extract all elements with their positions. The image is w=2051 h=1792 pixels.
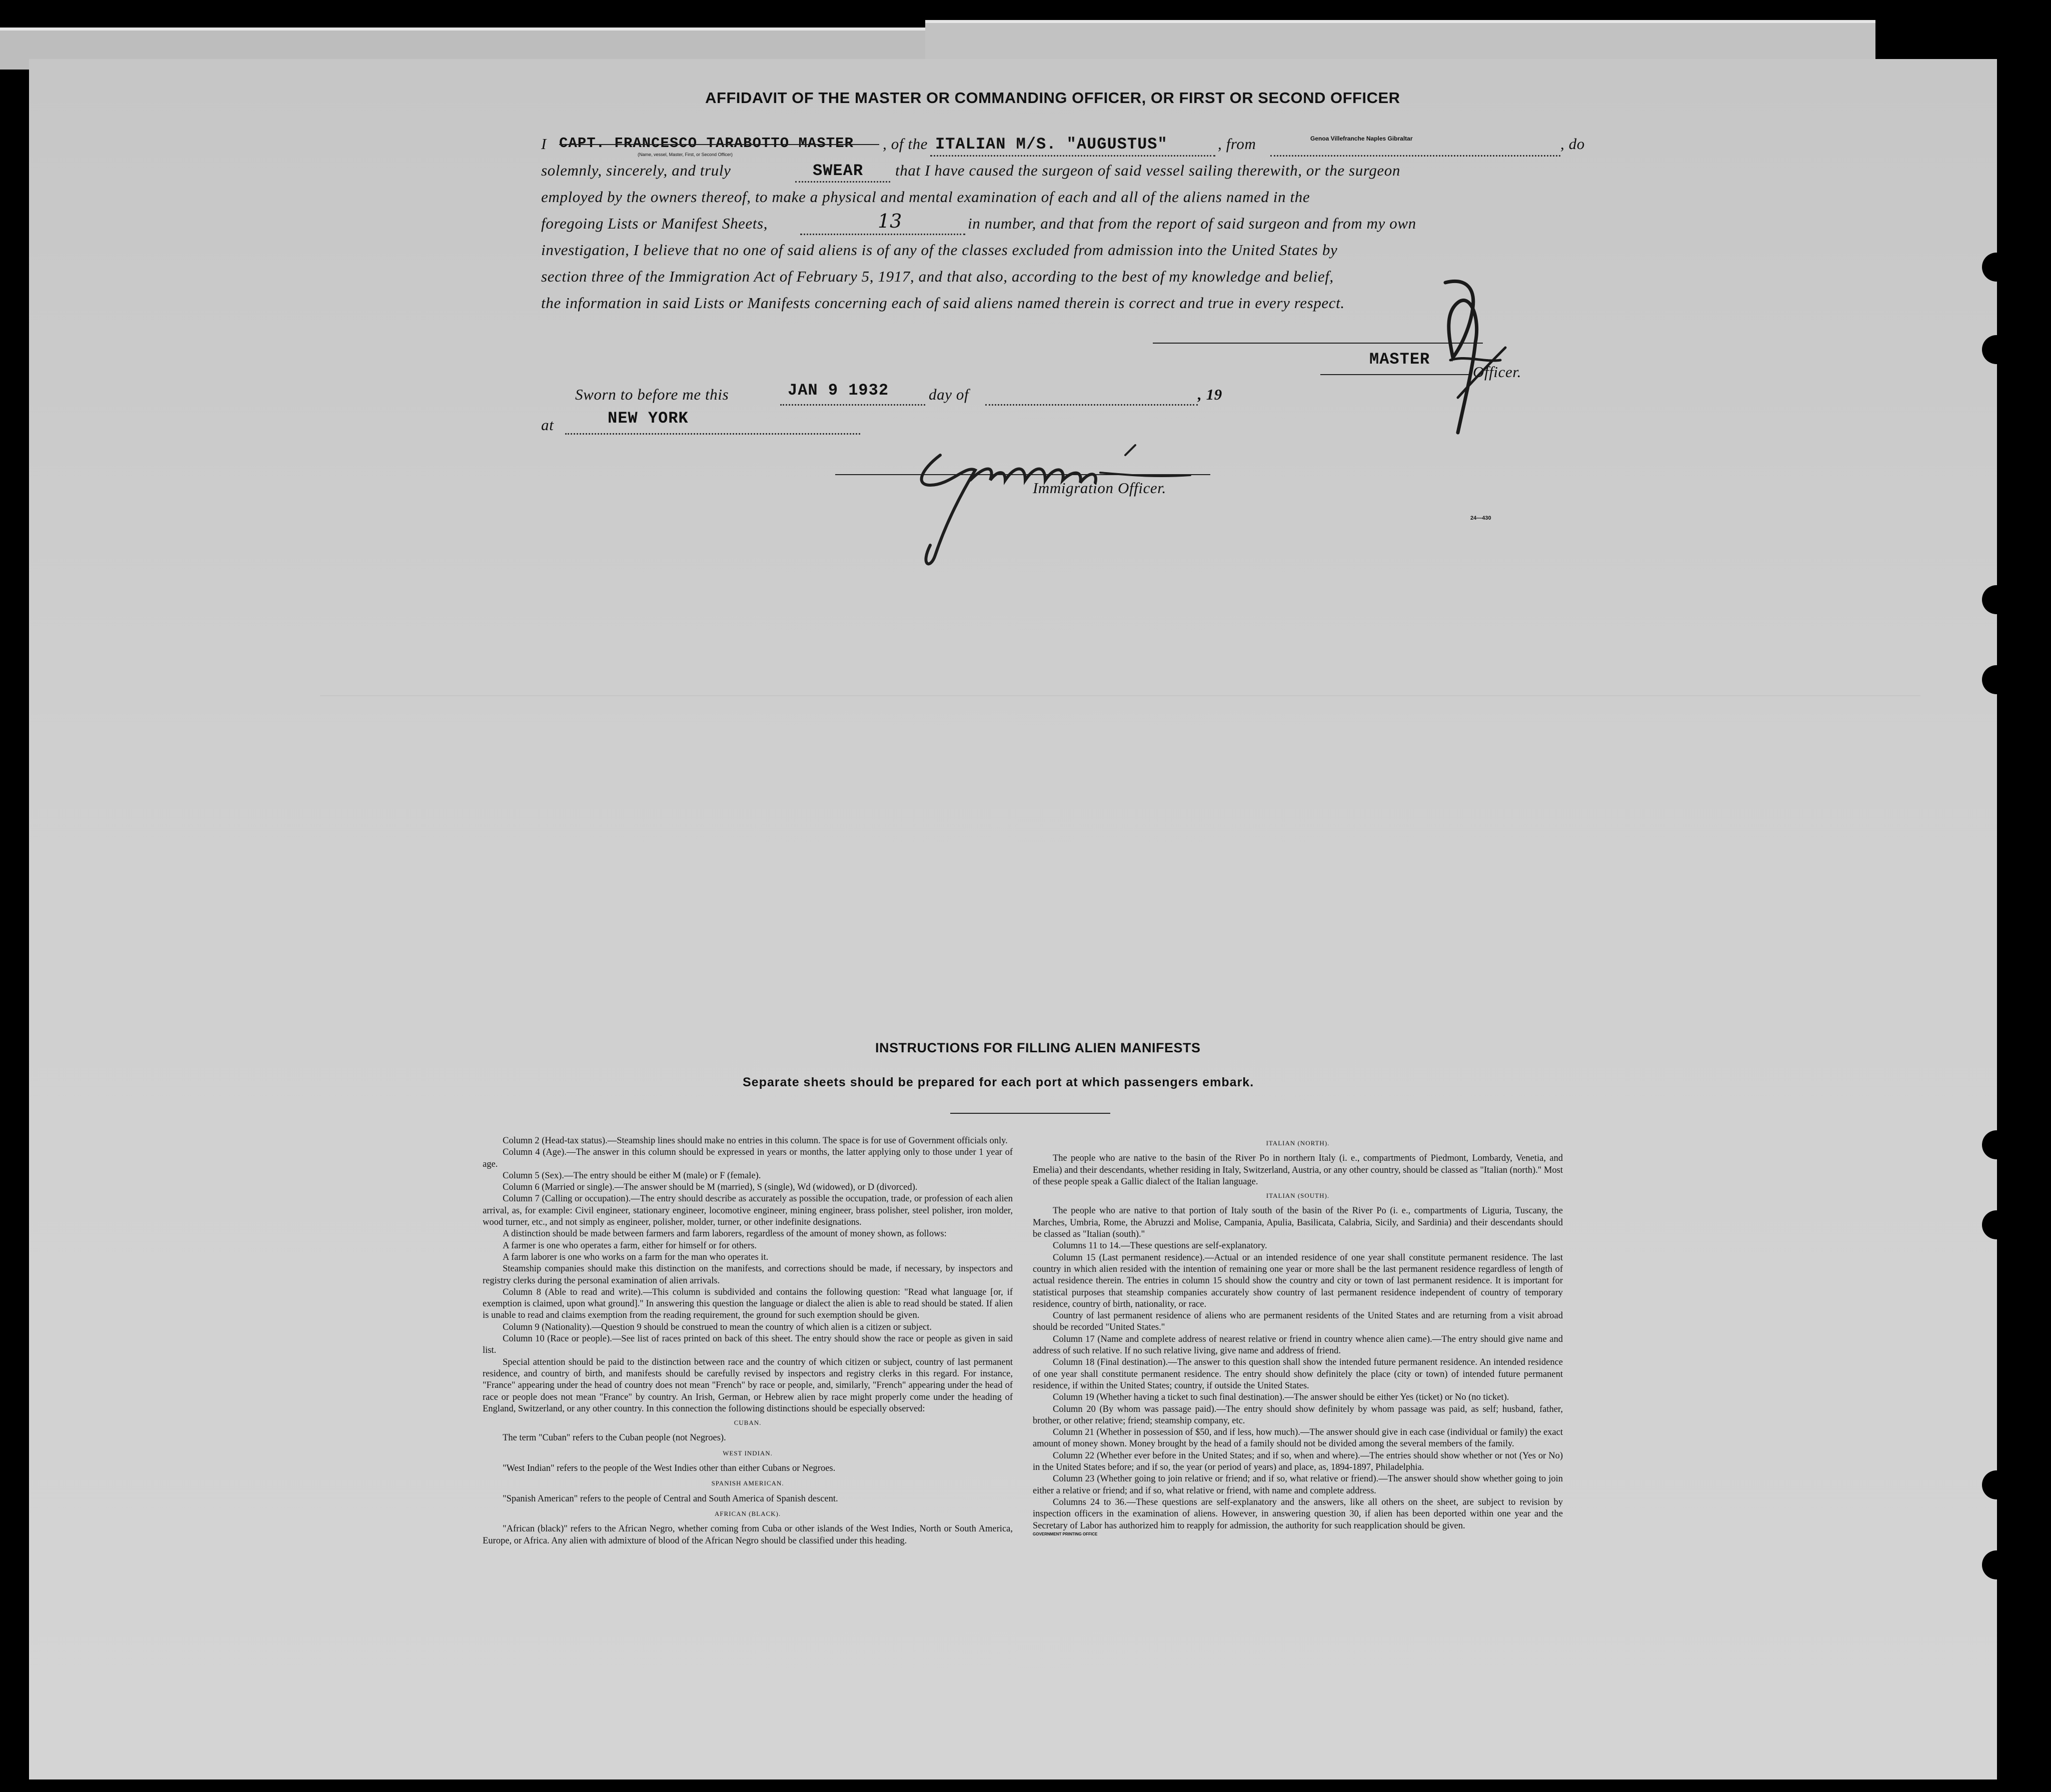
- italian-north-text: The people who are native to the basin of the River Po in northern Italy (i. e., compartments of Piedmont, Lombardy, Venetia, and Emelia) and their descendants, whether residing in Italy, Switzerland, Austria, or any other country, should be classed as "Italian (north)." Most of these people speak a Gallic dialect of the Italian language.: [1033, 1153, 1563, 1187]
- instruction-paragraph: Column 17 (Name and complete address of nearest relative or friend in country whence alien came).—The entry should give name and address of such relative. If no such relative living, give name and address of friend.: [1033, 1334, 1563, 1356]
- oath-line: [795, 181, 890, 183]
- instruction-paragraph: Column 9 (Nationality).—Question 9 should be construed to mean the country of which alien is a citizen or subject.: [503, 1322, 932, 1332]
- form-number: 24—430: [1470, 515, 1491, 521]
- affidavit-line2a: solemnly, sincerely, and truly: [541, 162, 731, 179]
- vessel-name: ITALIAN M/S. "AUGUSTUS": [935, 135, 1168, 154]
- punch-hole: [1982, 253, 2011, 282]
- punch-hole: [1982, 1130, 2011, 1159]
- instruction-paragraph: Column 15 (Last permanent residence).—Actual or an intended residence of one year shall constitute permanent residence. The last country in which alien resided with the intention of remaining one year or more shall be the last permanent residence regardless of length of actual residence therein. The entries in column 15 should show the country and city or town of last permanent residence. It is important for statistical purposes that steamship companies accurately show country of last permanent residence independent of country of temporary residence, country of birth, nationality, or race.: [1033, 1252, 1563, 1309]
- instruction-paragraph: Column 20 (By whom was passage paid).—The entry should show definitely by whom passage was paid, as self; husband, father, brother, or other relative; friend; steamship company, etc.: [1033, 1404, 1563, 1426]
- at-label: at: [541, 416, 554, 434]
- spanish-american-text: "Spanish American" refers to the people of Central and South America of Spanish descent.: [503, 1493, 838, 1504]
- instruction-paragraph: Column 6 (Married or single).—The answer should be M (married), S (single), Wd (widowed), or D (divorced).: [503, 1182, 918, 1193]
- of-the-label: , of the: [883, 135, 928, 153]
- instruction-paragraph: Column 19 (Whether having a ticket to such final destination).—The answer should be either Yes (ticket) or No (no ticket).: [1053, 1392, 1509, 1403]
- italian-south-text: The people who are native to that portion of Italy south of the basin of the River Po (i. e., compartments of Liguria, Tuscany, the Marches, Umbria, Rome, the Abruzzi and Molise, Campania, Apulia, Basilicata, Calabria, Sicily, and Sardinia) and their descendants should be classed as "Italian (south).": [1033, 1206, 1563, 1240]
- affidavit-line3: employed by the owners thereof, to make a physical and mental examination of each and all of the aliens named in the: [541, 188, 1310, 206]
- signer-role: MASTER: [1369, 350, 1430, 369]
- instruction-paragraph: Column 4 (Age).—The answer in this column should be expressed in years or months, the latter applying only to those under 1 year of age.: [483, 1147, 1013, 1169]
- affidavit-title: AFFIDAVIT OF THE MASTER OR COMMANDING OFFICER, OR FIRST OR SECOND OFFICER: [705, 89, 1400, 107]
- instruction-paragraph: A distinction should be made between farmers and farm laborers, regardless of the amount of money shown, as follows:: [503, 1229, 947, 1239]
- italian-south-heading: ITALIAN (SOUTH).: [1266, 1192, 1330, 1200]
- west-indian-heading: WEST INDIAN.: [723, 1449, 773, 1457]
- vessel-line: [930, 155, 1215, 157]
- cuban-text: The term "Cuban" refers to the Cuban people (not Negroes).: [503, 1433, 726, 1443]
- affidavit-line7: the information in said Lists or Manifests concerning each of said aliens named therein is correct and true in every respect.: [541, 294, 1345, 312]
- master-name: CAPT. FRANCESCO TARABOTTO MASTER: [559, 135, 854, 152]
- punch-hole: [1982, 585, 2011, 614]
- instruction-paragraph: Column 7 (Calling or occupation).—The entry should describe as accurately as possible the occupation, trade, or profession of each alien arrival, as, for example: Civil engineer, stationary engineer, locomotive engineer, mining engineer, brass polisher, steel polisher, iron molder, wood turner, etc., and not simply as engineer, polisher, molder, turner, or other indefinite designations.: [483, 1194, 1013, 1228]
- printer-imprint: GOVERNMENT PRINTING OFFICE: [1033, 1531, 1098, 1536]
- do-label: , do: [1560, 135, 1585, 153]
- sworn-date-line: [780, 404, 925, 406]
- document-page: [29, 59, 1997, 1779]
- cuban-heading: CUBAN.: [734, 1419, 762, 1427]
- instructions-right-column: [1033, 1135, 1563, 1537]
- day-of-label: day of: [929, 386, 969, 403]
- instruction-paragraph: Column 18 (Final destination).—The answer to this question shall show the intended future permanent residence. An intended residence of one year shall constitute permanent residence. The entry should show definitely the place (city or town) of intended future permanent residence, if within the United States; country, if outside the United States.: [1033, 1357, 1563, 1391]
- instruction-paragraph: Column 23 (Whether going to join relative or friend; and if so, what relative or friend).—The answer should show whether going to join either a relative or friend; and if so, what relative or friend, with name and complete address.: [1033, 1474, 1563, 1496]
- sheet-count: 13: [878, 210, 902, 232]
- immigration-officer-label: Immigration Officer.: [1033, 479, 1166, 497]
- master-signature: [1350, 273, 1525, 453]
- punch-hole: [1982, 1210, 2011, 1239]
- african-text: "African (black)" refers to the African Negro, whether coming from Cuba or other islands of the West Indies, North or South America, Europe, or Africa. Any alien with admixture of blood of the African Negro should be classified under this heading.: [483, 1524, 1013, 1546]
- affidavit-line2b: that I have caused the surgeon of said vessel sailing therewith, or the surgeon: [895, 162, 1400, 179]
- instruction-paragraph: Columns 24 to 36.—These questions are self-explanatory and the answers, like all others on the sheet, are subject to revision by inspection officers in the examination of aliens. However, in answering question 30, if alien has been deported within one year and the Secretary of Labor has authorized him to reapply for admission, the authority for such reapplication should be given.: [1033, 1497, 1563, 1531]
- instruction-paragraph: Country of last permanent residence of aliens who are permanent residents of the United States and are returning from a visit abroad should be recorded "United States.": [1033, 1311, 1563, 1333]
- oath-word: SWEAR: [813, 162, 864, 180]
- line1-prefix: I: [541, 135, 547, 153]
- punch-hole: [1982, 1550, 2011, 1579]
- affidavit-line6: section three of the Immigration Act of February 5, 1917, and that also, according to the best of my knowledge and belief,: [541, 268, 1334, 285]
- spanish-american-heading: SPANISH AMERICAN.: [711, 1479, 784, 1487]
- page-tab-right: [925, 20, 1875, 62]
- month-line: [985, 404, 1198, 406]
- affidavit-line4a: foregoing Lists or Manifest Sheets,: [541, 215, 768, 232]
- year-prefix: , 19: [1198, 386, 1222, 403]
- instruction-paragraph: Column 5 (Sex).—The entry should be either M (male) or F (female).: [503, 1170, 761, 1181]
- instructions-title: INSTRUCTIONS FOR FILLING ALIEN MANIFESTS: [875, 1040, 1201, 1055]
- ports-list: Genoa Villefranche Naples Gibraltar: [1310, 135, 1413, 142]
- affidavit-line5: investigation, I believe that no one of said aliens is of any of the classes excluded from admission into the United States by: [541, 241, 1338, 259]
- show-through-block: [320, 695, 1920, 876]
- show-through-text: [90, 470, 100, 485]
- from-label: , from: [1218, 135, 1256, 153]
- punch-hole: [1982, 335, 2011, 364]
- punch-hole: [1982, 665, 2011, 694]
- sworn-label: Sworn to before me this: [575, 386, 729, 403]
- african-heading: AFRICAN (BLACK).: [714, 1509, 781, 1517]
- sworn-place: NEW YORK: [608, 409, 689, 428]
- master-strike: [559, 144, 879, 145]
- instructions-subtitle: Separate sheets should be prepared for each port at which passengers embark.: [743, 1075, 1254, 1089]
- master-caption: (Name, vessel, Master, First, or Second Officer): [638, 152, 733, 157]
- instructions-left-column: [483, 1135, 1013, 1547]
- instruction-paragraph: Column 21 (Whether in possession of $50, and if less, how much).—The answer should give in each case (individual or family) the exact amount of money shown. Money brought by the head of a family should not be divided among the several members of the family.: [1033, 1427, 1563, 1449]
- officer-label: Officer.: [1473, 363, 1521, 381]
- punch-hole: [1982, 1470, 2011, 1499]
- italian-north-heading: ITALIAN (NORTH).: [1266, 1139, 1330, 1147]
- ports-line: [1270, 155, 1560, 157]
- sworn-date: JAN 9 1932: [788, 381, 889, 400]
- instruction-paragraph: Column 8 (Able to read and write).—This column is subdivided and contains the following question: "Read what language [or, if exemption is claimed, upon what ground]." In answering this question the language or dialect the alien is able to read should be stated. If alien is unable to read and claims exemption from the reading requirement, the ground for such exemption should be given.: [483, 1287, 1013, 1321]
- immigration-officer-signature: [890, 435, 1240, 585]
- instruction-paragraph: A farm laborer is one who works on a farm for the man who operates it.: [503, 1252, 769, 1262]
- instructions-divider: [950, 1113, 1110, 1114]
- instruction-paragraph: Special attention should be paid to the distinction between race and the country of which citizen or subject, country of last permanent residence, and country of birth, and manifests should be carefully revised by inspectors and registry clerks in this regard. For instance, "France" appearing under the head of country does not mean "French" by race or people, and, similarly, "French" appearing under the head of race or people does not mean "France" by country. An Irish, German, or Hebrew alien by race might properly come under the heading of England, Switzerland, or any other country. In this connection the following distinctions should be especially observed:: [483, 1357, 1013, 1414]
- instruction-paragraph: Columns 11 to 14.—These questions are self-explanatory.: [1053, 1241, 1267, 1251]
- instruction-paragraph: Steamship companies should make this distinction on the manifests, and corrections should be made, if necessary, by inspectors and registry clerks during the personal examination of alien arrivals.: [483, 1264, 1013, 1286]
- place-line: [565, 433, 860, 435]
- west-indian-text: "West Indian" refers to the people of the West Indies other than either Cubans or Negroes.: [503, 1463, 836, 1474]
- instruction-paragraph: Column 2 (Head-tax status).—Steamship lines should make no entries in this column. The space is for use of Government officials only.: [503, 1136, 1008, 1146]
- instruction-paragraph: A farmer is one who operates a farm, either for himself or for others.: [503, 1240, 757, 1251]
- instruction-paragraph: Column 10 (Race or people).—See list of races printed on back of this sheet. The entry should show the race or people as given in said list.: [483, 1334, 1013, 1356]
- instruction-paragraph: Column 22 (Whether ever before in the United States; and if so, when and where).—The entries should show whether or not (Yes or No) in the United States before; and if so, the year (or period of years) and place, as, 1894-1897, Philadelphia.: [1033, 1450, 1563, 1473]
- sheet-count-line: [800, 234, 965, 235]
- affidavit-line4b: in number, and that from the report of said surgeon and from my own: [968, 215, 1416, 232]
